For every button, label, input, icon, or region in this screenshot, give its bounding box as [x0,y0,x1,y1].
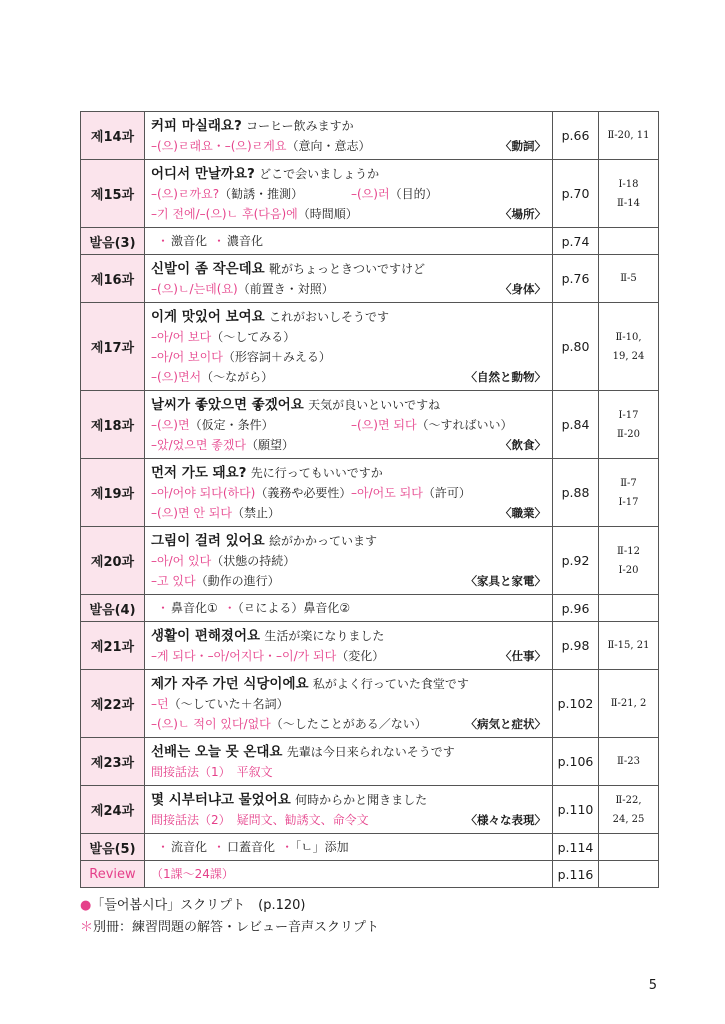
title-translation: 私がよく行っていた食堂です [312,676,469,691]
lesson-title: 날씨가 좋았으면 좋겠어요 [151,396,304,413]
toc-row [81,255,659,303]
toc-row [81,112,659,160]
grammar-point: –아/어도 되다 [351,485,423,500]
content-line [151,463,546,483]
title-translation: これがおいしそうです [269,309,390,324]
grammar-point: –던 [151,696,169,711]
content-line [151,116,546,136]
vocab-topic-tag: 〈病気と症状〉 [465,716,546,731]
lesson-label: 발음(5) [81,834,145,861]
bullet-dot: ・ [213,234,226,248]
content-line [151,279,546,299]
lesson-content [145,391,553,459]
page-ref: p.114 [553,834,599,861]
content-line [151,531,546,551]
lesson-title: 먼저 가도 돼요? [151,464,247,481]
toc-row [81,670,659,738]
cross-ref [599,160,659,228]
vocab-topic-tag: 〈仕事〉 [500,648,546,663]
lesson-label: 제22과 [81,670,145,738]
lesson-content [145,527,553,595]
grammar-note: （義務や必要性） [255,485,352,500]
grammar-note: （勧誘・推測） [219,186,304,201]
page-ref: p.76 [553,255,599,303]
page-ref: p.92 [553,527,599,595]
title-translation: コーヒー飲みますか [246,118,354,133]
bullet-dot: ・ [157,234,170,248]
cross-ref [599,670,659,738]
cross-ref-item: Ⅱ-20, 11 [607,130,650,141]
page-ref: p.84 [553,391,599,459]
cross-ref [599,622,659,670]
toc-row [81,391,659,459]
grammar-note: （前置き・対照） [237,281,334,296]
supplement-note: 別冊：練習問題の解答・レビュー音声スクリプト [93,920,380,935]
vocab-topic-tag: 〈動詞〉 [500,138,546,153]
grammar-note: （状態の持続） [211,553,296,568]
lesson-title: 생활이 편해졌어요 [151,627,261,644]
title-translation: 先に行ってもいいですか [250,465,383,480]
vocab-topic-tag: 〈職業〉 [500,505,546,520]
cross-ref-item: Ⅱ-10, [615,331,642,343]
lesson-content [145,160,553,228]
pronunciation-item: 流音化 [171,840,208,854]
pronunciation-items [151,837,546,857]
vocab-topic-tag: 〈場所〉 [500,206,546,221]
bullet-dot: ・ [213,840,226,854]
grammar-point: –아/어야 되다(하다) [151,485,256,500]
cross-ref [599,861,659,888]
grammar-point: –(으)면 안 되다 [151,505,232,520]
grammar-point: –(으)ㄹ래요・–(으)ㄹ게요 [151,138,287,153]
cross-ref-item: 19, 24 [612,350,645,362]
bullet-dot: ・ [157,840,170,854]
pronunciation-item: 濃音化 [227,234,264,248]
lesson-label: 제20과 [81,527,145,595]
pronunciation-item: 激音化 [171,234,208,248]
lesson-title: 제가 자주 가던 식당이에요 [151,675,309,692]
page-ref: p.102 [553,670,599,738]
grammar-note: （〜ながら） [201,369,274,384]
content-line [151,395,546,415]
cross-ref-item: 24, 25 [612,813,645,825]
grammar-note: （〜すればいい） [416,417,513,432]
content-line [151,184,546,204]
table-of-contents [80,111,659,888]
grammar-point: –고 있다 [151,573,196,588]
vocab-topic-tag: 〈飲食〉 [500,437,546,452]
lesson-title: 신발이 좀 작은데요 [151,260,265,277]
lesson-content [145,595,553,622]
lesson-label: 발음(3) [81,228,145,255]
lesson-content [145,834,553,861]
cross-ref-item: Ⅰ-18 [618,178,639,190]
lesson-label: 제21과 [81,622,145,670]
content-line [151,762,546,782]
grammar-note: （動作の進行） [195,573,280,588]
cross-ref [599,595,659,622]
page-ref: p.98 [553,622,599,670]
content-line [151,483,546,503]
title-translation: 何時からかと聞きました [295,792,428,807]
grammar-point: –(으)ㄴ 적이 있다/없다 [151,716,271,731]
lesson-title: 몇 시부터냐고 물었어요 [151,791,291,808]
footer-script-line [80,894,305,913]
pronunciation-items [151,231,546,251]
grammar-note: （時間順） [297,206,358,221]
cross-ref-item: Ⅰ-17 [618,496,639,508]
grammar-point: –(으)러 [351,186,390,201]
lesson-title: 그림이 걸려 있어요 [151,532,265,549]
lesson-label: 제14과 [81,112,145,160]
cross-ref-item: Ⅰ-17 [618,409,639,421]
toc-row [81,228,659,255]
lesson-content [145,459,553,527]
bullet-dot: ・ [157,601,170,615]
grammar-point: –(으)ㄹ까요? [151,186,220,201]
lesson-content [145,303,553,391]
cross-ref-item: Ⅱ-15, 21 [607,640,650,651]
pronunciation-item: 口蓋音化 [227,840,276,854]
lesson-content [145,112,553,160]
pronunciation-item: （ㄹによる）鼻音化② [237,601,351,615]
cross-ref [599,228,659,255]
lesson-label: 제15과 [81,160,145,228]
bullet-dot: ・ [223,601,236,615]
grammar-note: （〜したことがある／ない） [270,716,427,731]
content-line [151,327,546,347]
review-text: （1課〜24課） [151,867,234,881]
content-line [151,204,546,224]
content-line [151,164,546,184]
cross-ref-item: Ⅱ-20 [617,428,640,440]
toc-row [81,160,659,228]
vocab-topic-tag: 〈身体〉 [500,281,546,296]
cross-ref [599,303,659,391]
grammar-point: –기 전에/–(으)ㄴ 후(다음)에 [151,206,298,221]
toc-row [81,459,659,527]
title-translation: 靴がちょっときついですけど [269,261,426,276]
pronunciation-item: 「ㄴ」添加 [295,840,349,854]
grammar-note: （変化） [336,648,385,663]
lesson-content [145,255,553,303]
grammar-point: –아/어 보다 [151,329,212,344]
content-line [151,714,546,734]
content-line [151,646,546,666]
grammar-note: （目的） [389,186,438,201]
grammar-note: （許可） [422,485,471,500]
page-ref: p.74 [553,228,599,255]
title-translation: 先輩は今日来られないそうです [286,744,455,759]
page-ref: p.96 [553,595,599,622]
cross-ref-item: Ⅱ-23 [617,756,640,767]
page-ref: p.66 [553,112,599,160]
content-line [151,367,546,387]
toc-body [81,112,659,888]
lesson-content [145,738,553,786]
toc-row [81,861,659,888]
lesson-label: Review [81,861,145,888]
grammar-note: （禁止） [231,505,280,520]
grammar-note: （〜していた＋名詞） [168,696,289,711]
toc-row [81,834,659,861]
grammar-point: 間接話法（2） 疑問文、勧誘文、命令文 [151,812,369,827]
cross-ref [599,738,659,786]
cross-ref-item: Ⅱ-22, [615,794,642,806]
page-ref: p.70 [553,160,599,228]
cross-ref [599,834,659,861]
lesson-title: 어디서 만날까요? [151,165,255,182]
content-line [151,503,546,523]
title-translation: どこで会いましょうか [259,166,380,181]
content-line [151,551,546,571]
content-line [151,626,546,646]
grammar-point: –았/었으면 좋겠다 [151,437,247,452]
page-ref: p.110 [553,786,599,834]
title-translation: 絵がかかっています [269,533,378,548]
vocab-topic-tag: 〈自然と動物〉 [465,369,546,384]
page-ref: p.88 [553,459,599,527]
grammar-point: –(으)면 [151,417,190,432]
title-translation: 生活が楽になりました [264,628,385,643]
grammar-note: （〜してみる） [211,329,296,344]
content-line [151,136,546,156]
footer-supplement-line [80,916,379,935]
page-ref: p.116 [553,861,599,888]
cross-ref [599,786,659,834]
grammar-point: 間接話法（1） 平叙文 [151,764,273,779]
bullet-dot: ・ [281,840,294,854]
toc-row [81,595,659,622]
script-note: 「들어봅시다」スクリプト (p.120) [91,898,306,913]
content-line [151,571,546,591]
cross-ref [599,527,659,595]
content-line [151,435,546,455]
content-line [151,259,546,279]
content-line [151,790,546,810]
cross-ref-item: Ⅱ-12 [617,545,640,557]
cross-ref [599,112,659,160]
grammar-point-secondary [351,483,471,503]
toc-row [81,527,659,595]
lesson-title: 선배는 오늘 못 온대요 [151,743,283,760]
pronunciation-item: 鼻音化① [171,601,218,615]
grammar-point-secondary [351,415,513,435]
lesson-label: 제19과 [81,459,145,527]
grammar-note: （仮定・条件） [189,417,274,432]
page-number: 5 [648,978,657,993]
content-line [151,674,546,694]
lesson-label: 제17과 [81,303,145,391]
content-line [151,347,546,367]
vocab-topic-tag: 〈様々な表現〉 [465,812,546,827]
cross-ref-item: Ⅱ-14 [617,197,640,209]
grammar-point: –(으)ㄴ/는데(요) [151,281,238,296]
grammar-point: –게 되다・–아/어지다・–이/가 되다 [151,648,337,663]
vocab-topic-tag: 〈家具と家電〉 [465,573,546,588]
page-ref: p.80 [553,303,599,391]
asterisk-mark: ＊ [80,920,94,935]
lesson-title: 이게 맛있어 보여요 [151,308,265,325]
grammar-point: –(으)면서 [151,369,202,384]
content-line [151,307,546,327]
content-line [151,694,546,714]
cross-ref [599,391,659,459]
grammar-note: （意向・意志） [286,138,371,153]
cross-ref-item: Ⅱ-5 [620,273,637,284]
pronunciation-items [151,598,546,618]
lesson-content [145,786,553,834]
lesson-label: 제16과 [81,255,145,303]
grammar-point: –아/어 보이다 [151,349,223,364]
bullet-mark: ● [80,898,92,913]
cross-ref-item: Ⅱ-21, 2 [610,698,647,709]
title-translation: 天気が良いといいですね [308,397,441,412]
grammar-note: （形容詞＋みえる） [222,349,331,364]
lesson-label: 발음(4) [81,595,145,622]
lesson-content [145,622,553,670]
toc-row [81,303,659,391]
content-line [151,810,546,830]
lesson-label: 제18과 [81,391,145,459]
grammar-point-secondary [351,184,438,204]
cross-ref [599,255,659,303]
lesson-content [145,228,553,255]
grammar-note: （願望） [246,437,295,452]
page-ref: p.106 [553,738,599,786]
review-range [151,864,546,884]
toc-row [81,622,659,670]
grammar-point: –(으)면 되다 [351,417,417,432]
cross-ref [599,459,659,527]
lesson-title: 커피 마실래요? [151,117,242,134]
content-line [151,742,546,762]
toc-row [81,738,659,786]
lesson-content [145,861,553,888]
lesson-label: 제24과 [81,786,145,834]
lesson-content [145,670,553,738]
lesson-label: 제23과 [81,738,145,786]
toc-row [81,786,659,834]
content-line [151,415,546,435]
grammar-point: –아/어 있다 [151,553,212,568]
cross-ref-item: Ⅰ-20 [618,564,639,576]
cross-ref-item: Ⅱ-7 [620,477,637,489]
